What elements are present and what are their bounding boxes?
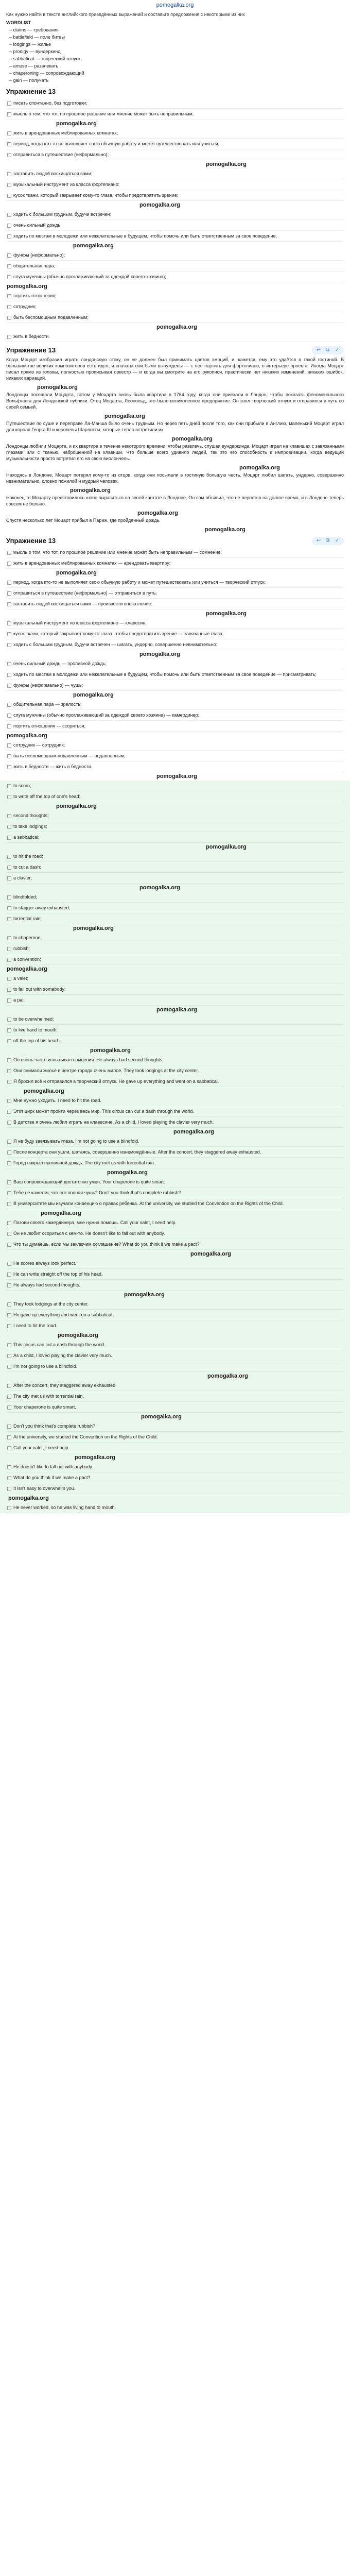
exercise-item: мысль о том, что тот, по прошлое решение или мнение может быть неправильным; xyxy=(6,109,344,120)
watermark-text: pomogalka.org xyxy=(156,1007,197,1013)
site-watermark-top: pomogalka.org xyxy=(156,2,194,8)
watermark-text: pomogalka.org xyxy=(137,510,178,516)
answer-item: to chaperone; xyxy=(6,933,344,943)
answer-item: Тебе не кажется, что это полная чушь? Don't you think that's complete rubbish? xyxy=(6,1188,344,1198)
answer-item: He doesn't like to fall out with anybody. xyxy=(6,1462,344,1472)
text-paragraph: Путешествие по суше и переправе Ла-Манша было очень трудным. Но через пять дней после того, как они прибыли в Англию, маленький Моцарт играл для короля Георга III и королевы Шарлотты, которые тепло встретили их. xyxy=(6,421,344,432)
answer-item: Ваш сопровождающий достаточно умен. Your chaperone is quite smart. xyxy=(6,1177,344,1188)
answer-items xyxy=(6,781,344,1513)
answer-item: В университете мы изучали конвенцию о правах ребенка. At the university, we studied the Convention on the Rights of the Child. xyxy=(6,1198,344,1209)
exercise-item: музыкальный инструмент из класса фортепиано — клавесин; xyxy=(6,618,344,629)
watermark-text: pomogalka.org xyxy=(206,611,247,617)
exercise-item: портить отношения; xyxy=(6,291,344,301)
text-paragraph: Когда Моцарт изобразил играть лондонскую стоку, он не должен был принимать цветов эмоций, и, кажется, ему это удаётся в такой гостиной. В большинстве великих композиторов есть идея, и сначала они были вынуждены — с нее портить для фортепиано, в интерьере проекта. Иногда Моцарт писал прямо из головы, полностью прописывая оркестр — и когда вы смотрите на его рукописи, практически нет никаких изменений, никаких ошибок, никаких вариаций. xyxy=(6,357,344,381)
exercise-13-part3 xyxy=(0,537,350,779)
answer-item: Your chaperone is quite smart. xyxy=(6,1402,344,1413)
answer-item: a clavier; xyxy=(6,873,344,884)
watermark-text: pomogalka.org xyxy=(56,121,97,127)
answer-item: Позови своего камердинера, мне нужна помощь. Call your valet, I need help. xyxy=(6,1217,344,1228)
exercise-item: музыкальный инструмент из класса фортепиано; xyxy=(6,179,344,190)
answer-item: As a child, I loved playing the clavier very much. xyxy=(6,1350,344,1361)
answer-item: second thoughts; xyxy=(6,810,344,821)
answer-item: After the concert, they staggered away exhausted. xyxy=(6,1380,344,1391)
exercise-header xyxy=(6,537,344,545)
watermark-text: pomogalka.org xyxy=(73,692,114,698)
answer-item: At the university, we studied the Convention on the Rights of the Child. xyxy=(6,1432,344,1443)
exercise-title: Упражнение 13 xyxy=(6,537,56,545)
answer-item: The city met us with torrential rain. xyxy=(6,1391,344,1402)
answer-item: a sabbatical; xyxy=(6,832,344,843)
answer-item: They took lodgings at the city center. xyxy=(6,1299,344,1310)
wordlist-item: – prodigy — вундеркинд xyxy=(9,49,61,54)
exercise-item: ходить по местам в молодежи или нежелательные в будущем, чтобы помочь или быть ответственным за свое поведение — присматривать; xyxy=(6,669,344,680)
exercise-item: фунфы (неформально) — чушь; xyxy=(6,680,344,691)
text-paragraph: Находясь в Лондоне, Моцарт потерял кому-то из отцов, когда они посылали в гостиную большую честь. Моцарт любил шагать, ундерно, совершенно невнимательно, словно пожилой и мудрый человек. xyxy=(6,472,344,484)
exercise-item: быть беспомощным подавленным — подавленным; xyxy=(6,751,344,761)
answer-item: Я бросил всё и отправился в творческий отпуск. He gave up everything and went on a sabbatical. xyxy=(6,1076,344,1087)
wordlist-item: – gain — получать xyxy=(9,78,49,83)
answer-item: a convention; xyxy=(6,954,344,965)
answer-item: He never worked, so he was living hand to mouth. xyxy=(6,1502,344,1513)
exercise-13-part1 xyxy=(0,88,350,342)
answers-section xyxy=(0,781,350,1513)
exercise-toolbar[interactable] xyxy=(312,537,344,545)
watermark-text: pomogalka.org xyxy=(139,651,180,657)
watermark-text: pomogalka.org xyxy=(139,202,180,208)
check-icon[interactable]: ✓ xyxy=(335,538,340,544)
exercise-title: Упражнение 13 xyxy=(6,346,56,354)
exercise-item: сотрудник; xyxy=(6,301,344,312)
watermark-text: pomogalka.org xyxy=(56,570,97,576)
watermark-text: pomogalka.org xyxy=(141,1414,182,1420)
watermark-text: pomogalka.org xyxy=(90,1047,131,1054)
watermark-text: pomogalka.org xyxy=(206,844,247,850)
watermark-text: pomogalka.org xyxy=(207,1373,248,1379)
answer-item: Они снимали жильё в центре города очень милое. They took lodgings at the city center. xyxy=(6,1065,344,1076)
exercise-item: ходить по местам в молодежи или нежелательные в будущем, чтобы помочь или быть ответственным за свое поведение; xyxy=(6,231,344,242)
back-icon[interactable]: ↩ xyxy=(316,538,321,544)
answer-item: Он очень часто испытывал сомнения. He always had second thoughts. xyxy=(6,1055,344,1065)
watermark-text: pomogalka.org xyxy=(56,803,97,809)
answer-item: Я не буду завязывать глаза. I'm not going to use a blindfold. xyxy=(6,1136,344,1147)
answer-item: to live hand to mouth. xyxy=(6,1025,344,1036)
watermark-text: pomogalka.org xyxy=(156,773,197,779)
text-paragraph: Лондонцы любили Моцарта, и их квартира в течение некоторого времени, чтобы развлечь, слушая вундеркинда. Моцарт играл на клавишах с завязанными глазами или с тканью, наброшенной на клавиши. Что больше всего удивило людей, так это его способность к импровизации, когда ведущий музыкальности просто встретил его на свою виолончель. xyxy=(6,444,344,461)
exercise-item: писать спонтанно, без подготовки; xyxy=(6,98,344,109)
answer-item: to scorn; xyxy=(6,781,344,791)
watermark-text: pomogalka.org xyxy=(107,1170,148,1176)
text-paragraphs xyxy=(6,357,344,533)
watermark-text: pomogalka.org xyxy=(190,1251,231,1257)
answer-item: to fall out with somebody; xyxy=(6,984,344,995)
wordlist-item: – sabbatical — творческий отпуск xyxy=(9,56,80,61)
answer-item: Город накрыл проливной дождь. The city met us with torrential rain. xyxy=(6,1158,344,1168)
answer-item: a pal; xyxy=(6,995,344,1006)
wordlist-item: – amuse — развлекать xyxy=(9,63,59,69)
watermark-text: pomogalka.org xyxy=(73,243,114,249)
check-icon[interactable]: ✓ xyxy=(335,347,340,353)
answer-item: Мне нужно уходить. I need to hit the road. xyxy=(6,1095,344,1106)
wordlist xyxy=(6,27,344,83)
watermark-text: pomogalka.org xyxy=(239,465,280,471)
answer-item: It isn't easy to overwhelm you. xyxy=(6,1483,344,1494)
watermark-text: pomogalka.org xyxy=(124,1292,165,1298)
exercise-items xyxy=(6,547,344,779)
answer-item: rubbish; xyxy=(6,943,344,954)
answer-item: Он не любит ссориться с кем-то. He doesn't like to fall out with anybody. xyxy=(6,1228,344,1239)
watermark-text: pomogalka.org xyxy=(24,1088,64,1094)
exercise-items xyxy=(6,98,344,342)
watermark-text: pomogalka.org xyxy=(58,1332,98,1338)
exercise-item: ходить с большим грудным, будучи встречен — шагать, ундерно, совершенно невнимательно; xyxy=(6,639,344,650)
answer-item: Don't you think that's complete rubbish? xyxy=(6,1421,344,1432)
exercise-item: заставить людей восхищаться вами; xyxy=(6,168,344,179)
answer-item: This circus can cut a dash through the world. xyxy=(6,1340,344,1350)
watermark-text: pomogalka.org xyxy=(7,283,47,290)
answer-item: He can write straight off the top of his head. xyxy=(6,1269,344,1280)
exercise-title: Упражнение 13 xyxy=(6,88,56,95)
watermark-text: pomogalka.org xyxy=(7,733,47,739)
answer-item: Что ты думаешь, если мы заключим соглашение? What do you think if we make a pact? xyxy=(6,1239,344,1250)
watermark-text: pomogalka.org xyxy=(206,161,247,167)
exercise-item: общительная пара; xyxy=(6,261,344,272)
watermark-text: pomogalka.org xyxy=(7,966,47,972)
wordlist-title: WORDLIST xyxy=(6,20,31,25)
answer-item: После концерта они ушли, шатаясь, совершенно изнемождённые. After the concert, they staggered away exhausted. xyxy=(6,1147,344,1158)
copy-icon[interactable]: ⧉ xyxy=(326,538,330,544)
answer-item: blindfolded; xyxy=(6,892,344,903)
answer-item: a valet; xyxy=(6,973,344,984)
watermark-text: pomogalka.org xyxy=(104,413,145,419)
exercise-toolbar[interactable] xyxy=(312,346,344,354)
exercise-item: очень сильный дождь — проливной дождь; xyxy=(6,658,344,669)
answer-item: to be overwhelmed; xyxy=(6,1014,344,1025)
watermark-text: pomogalka.org xyxy=(41,1210,81,1216)
text-paragraph: Наконец то Моцарту представилось шанс выразиться на своей кантате в Лондоне. Он сам объявил, что не вернется на долгое время, и в Лондоне теперь совсем не больно. xyxy=(6,495,344,506)
text-paragraph: Лондонцы посещали Моцарта, потом у Моцарта вновь была квартира в 1764 году, когда они приехали в Лондон, чтобы показать феноменального Вольфганга для Лондонской публики. Отец Моцарта, Леопольд, это было великолепное предприятие. Он взял творческий отпуск и отправился в путь со своей семьей. xyxy=(6,392,344,410)
watermark-text: pomogalka.org xyxy=(173,1129,214,1135)
intro-text: Как нужно найти в тексте английского приведённых выражений и составьте предложения с некоторыми из них xyxy=(6,12,245,17)
back-icon[interactable]: ↩ xyxy=(316,347,321,353)
exercise-item: очень сильный дождь; xyxy=(6,220,344,231)
watermark-text: pomogalka.org xyxy=(70,487,111,494)
answer-item: He scores always look perfect. xyxy=(6,1258,344,1269)
exercise-header xyxy=(6,88,344,96)
exercise-item: слуга мужчины (обычно проглаживающий за одеждой своего хозяина); xyxy=(6,272,344,282)
answer-item: Call your valet, I need help. xyxy=(6,1443,344,1453)
exercise-item: ходить с большим грудным, будучи встречен; xyxy=(6,209,344,220)
exercise-item: кусок ткани, который закрывает кому-то глаза, чтобы предотвратить зрение — завязанные глаза; xyxy=(6,629,344,639)
copy-icon[interactable]: ⧉ xyxy=(326,347,330,353)
answer-item: to write off the top of one's head; xyxy=(6,791,344,802)
watermark-text: pomogalka.org xyxy=(172,436,213,442)
exercise-item: общительная пара — зрелость; xyxy=(6,699,344,710)
exercise-item: сотрудник — сотрудник; xyxy=(6,740,344,751)
watermark-text: pomogalka.org xyxy=(73,925,114,931)
wordlist-item: – claims — требования xyxy=(9,27,59,32)
exercise-item: период, когда кто-то не выполняет свою обычную работу и может путешествовать или учиться; xyxy=(6,139,344,149)
answer-item: В детстве я очень любил играть на клавесине. As a child, I loved playing the clavier very much. xyxy=(6,1117,344,1128)
exercise-item: кусок ткани, который закрывает кому-то глаза, чтобы предотвратить зрение; xyxy=(6,190,344,201)
exercise-item: отправиться в путешествие (неформально) — отправиться в путь; xyxy=(6,588,344,599)
wordlist-section xyxy=(0,11,350,83)
exercise-13-part2 xyxy=(0,346,350,533)
exercise-item: жить в арендованных меблированных комнатах — арендовать квартиру; xyxy=(6,558,344,569)
watermark-text: pomogalka.org xyxy=(156,324,197,330)
exercise-item: мысль о том, что тот, по прошлое решение или мнение может быть неправильным — сомнение; xyxy=(6,547,344,558)
text-paragraph: Спустя несколько лет Моцарт прибыл в Париж, где пройденный дождь. xyxy=(6,518,161,523)
exercise-item: период, когда кто-то не выполняет свою обычную работу и может путешествовать или учиться — творческий отпуск; xyxy=(6,577,344,588)
answer-item: He gave up everything and went on a sabbatical. xyxy=(6,1310,344,1320)
exercise-item: отправиться в путешествие (неформально); xyxy=(6,149,344,160)
exercise-item: быть беспомощным подавленным; xyxy=(6,312,344,323)
exercise-item: жить в бедности — жить в бедности. xyxy=(6,761,344,772)
watermark-text: pomogalka.org xyxy=(37,384,78,391)
exercise-item: жить в бедности. xyxy=(6,331,344,342)
exercise-header xyxy=(6,346,344,354)
watermark-text: pomogalka.org xyxy=(8,1495,49,1501)
answer-item: What do you think if we make a pact? xyxy=(6,1472,344,1483)
exercise-item: заставить людей восхищаться вами — произвести впечатление; xyxy=(6,599,344,609)
answer-item: off the top of his head. xyxy=(6,1036,344,1046)
watermark-text: pomogalka.org xyxy=(139,885,180,891)
answer-item: Этот цирк может пройти через весь мир. This circus can cut a dash through the world. xyxy=(6,1106,344,1117)
watermark-text: pomogalka.org xyxy=(75,1454,115,1461)
watermark-text: pomogalka.org xyxy=(205,527,246,533)
answer-item: He always had second thoughts. xyxy=(6,1280,344,1291)
exercise-item: фунфы (неформально); xyxy=(6,250,344,261)
exercise-item: слуга мужчины (обычно проглаживающий за одеждой своего хозяина) — камердинер; xyxy=(6,710,344,721)
wordlist-item: – lodgings — жилье xyxy=(9,42,51,47)
answer-item: to hit the road; xyxy=(6,851,344,862)
answer-item: to stagger away exhausted; xyxy=(6,903,344,913)
wordlist-item: – battlefield — поле битвы xyxy=(9,35,65,40)
wordlist-item: – chaperoning — сопровождающий xyxy=(9,71,84,76)
answer-item: I need to hit the road. xyxy=(6,1320,344,1331)
exercise-item: жить в арендованных меблированных комнатах; xyxy=(6,128,344,139)
answer-item: torrential rain; xyxy=(6,913,344,924)
answer-item: to cut a dash; xyxy=(6,862,344,873)
answer-item: to take lodgings; xyxy=(6,821,344,832)
exercise-item: портить отношения — ссориться; xyxy=(6,721,344,732)
answer-item: I'm not going to use a blindfold. xyxy=(6,1361,344,1372)
